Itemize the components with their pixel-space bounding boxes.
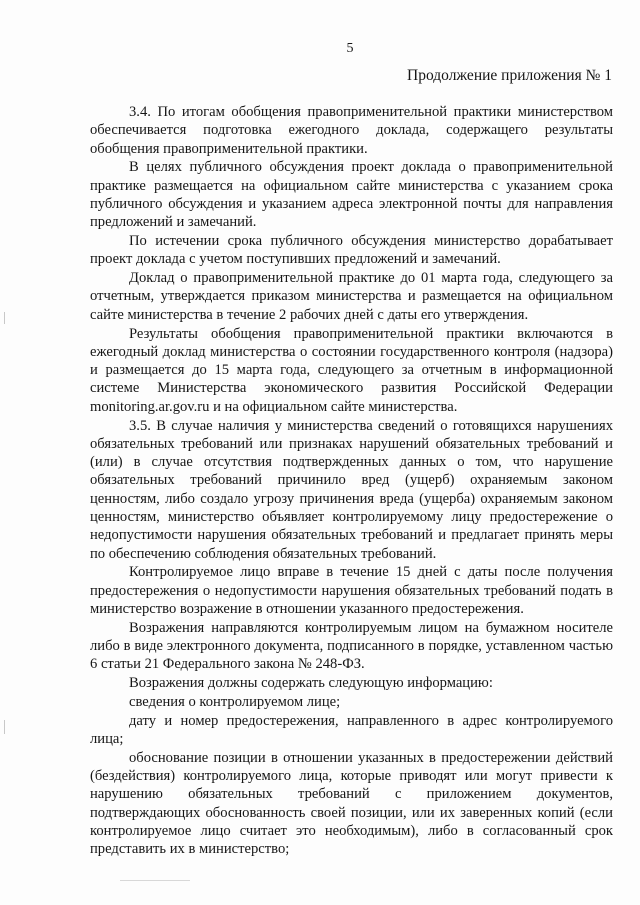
list-item-position-justification: обоснование позиции в отношении указанных в предостережении действий (бездействия) контролируемого лица, которые приводят или могут привести к нарушению обязательных требований с приложением документов, подтверждающих обоснованность своей позиции, или их заверенных копий (если контролируемое лицо считает это необходимым), либо в согласованный срок представить их в министерство;	[90, 749, 613, 858]
paragraph-objection-contents: Возражения должны содержать следующую информацию:	[129, 675, 493, 692]
paragraph-results-inclusion: Результаты обобщения правоприменительной практики включаются в ежегодный доклад министерства о состоянии государственного контроля (надзора) и размещается до 15 марта года, следующего за отчетным в информационной системе Министерства экономического развития Российской Федерации monitoring.ar.gov.ru и на официальном сайте министерства.	[90, 325, 613, 415]
paragraph-discussion-expiry: По истечении срока публичного обсуждения министерство дорабатывает проект доклада с учетом поступивших предложений и замечаний.	[90, 233, 613, 268]
paragraph-report-approval: Доклад о правоприменительной практике до 01 марта года, следующего за отчетным, утверждается приказом министерства и размещается на официальном сайте министерства в течение 2 рабочих дней с даты его утверждения.	[90, 270, 613, 323]
paragraph-3-4: 3.4. По итогам обобщения правоприменительной практики министерством обеспечивается подготовка ежегодного доклада, содержащего результаты обобщения правоприменительной практики.	[90, 104, 613, 157]
scan-artifact	[4, 312, 5, 324]
continuation-heading: Продолжение приложения № 1	[407, 67, 612, 84]
list-item-person-info: сведения о контролируемом лице;	[129, 694, 341, 710]
list-item-warning-date: дату и номер предостережения, направленного в адрес контролируемого лица;	[90, 712, 613, 748]
paragraph-objection-submission: Возражения направляются контролируемым лицом на бумажном носителе либо в виде электронного документа, подписанного в порядке, уставленном частью 6 статьи 21 Федерального закона № 248-ФЗ.	[90, 619, 613, 673]
scan-artifact	[4, 720, 5, 734]
paragraph-objection-right: Контролируемое лицо вправе в течение 15 дней с даты после получения предостережения о недопустимости нарушения обязательных требований подать в министерство возражение в отношении указанного предостережения.	[90, 564, 613, 618]
scan-artifact	[120, 880, 190, 881]
document-body	[90, 103, 613, 859]
page-number: 5	[346, 41, 354, 56]
paragraph-3-5: 3.5. В случае наличия у министерства сведений о готовящихся нарушениях обязательных требований или признаках нарушений обязательных требований и (или) в случае отсутствия подтвержденных данных о том, что нарушение обязательных требований причинило вред (ущерб) охраняемым законом ценностям, либо создало угрозу причинения вреда (ущерба) охраняемым законом ценностям, министерство объявляет контролируемому лицу предостережение о недопустимости нарушения обязательных требований и предлагает принять меры по обеспечению соблюдения обязательных требований.	[90, 417, 613, 562]
paragraph-public-discussion: В целях публичного обсуждения проект доклада о правоприменительной практике размещается на официальном сайте министерства с указанием срока публичного обсуждения и указанием адреса электронной почты для направления предложений и замечаний.	[90, 159, 613, 231]
